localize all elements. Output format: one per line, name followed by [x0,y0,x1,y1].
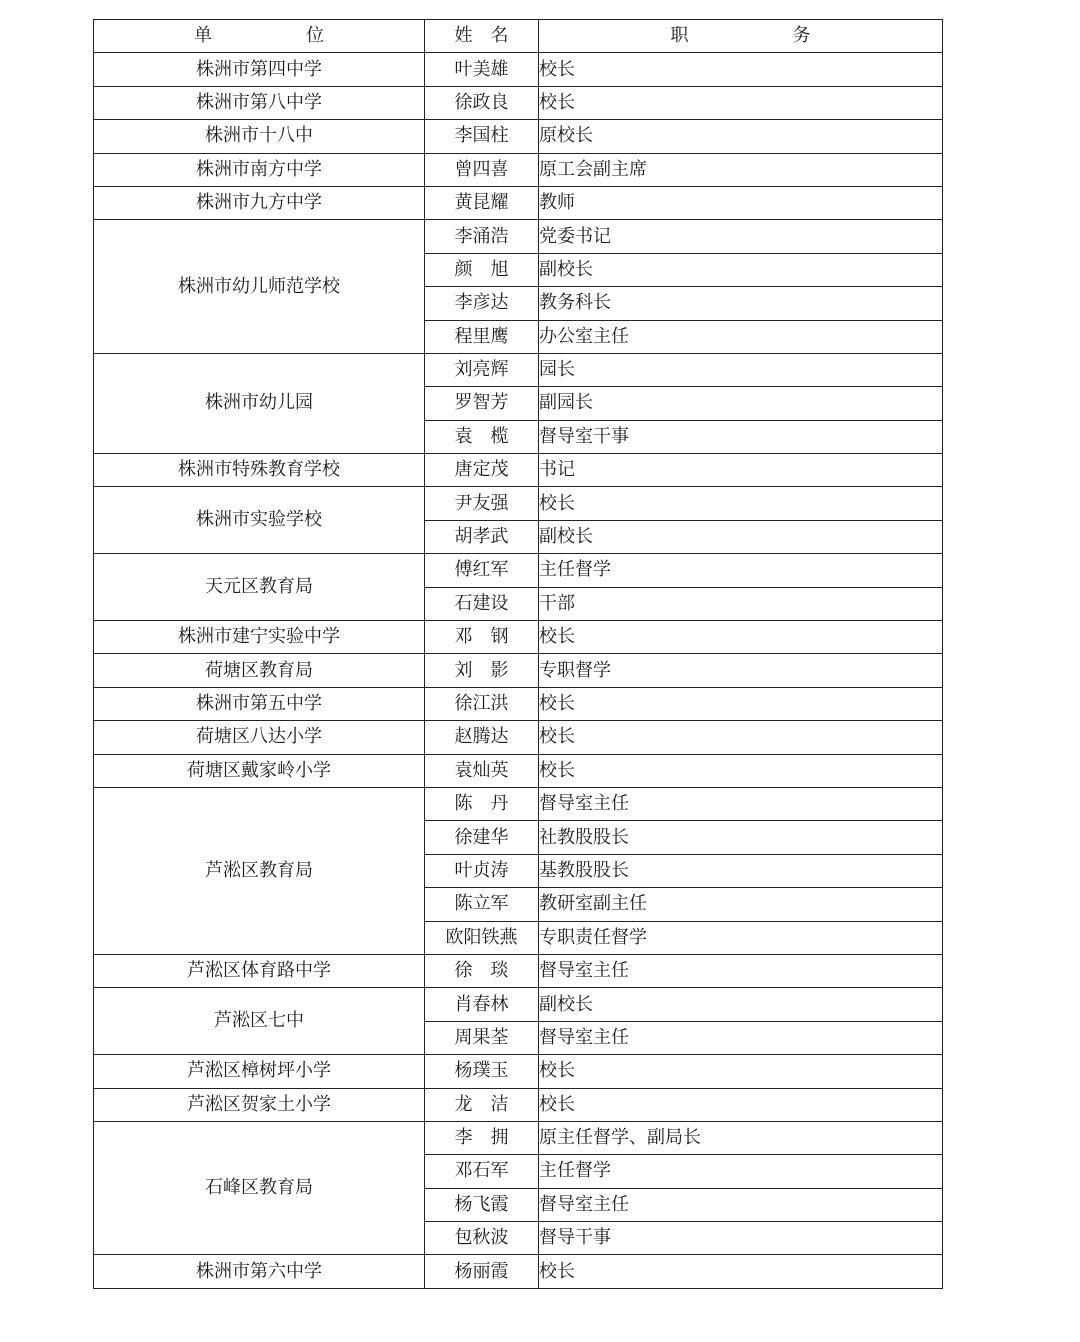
position-cell: 书记 [539,454,943,487]
position-cell: 校长 [539,1088,943,1121]
position-cell: 督导室主任 [539,954,943,987]
position-cell: 原工会副主席 [539,153,943,186]
position-cell: 副校长 [539,253,943,286]
name-cell: 徐建华 [425,821,539,854]
table-row [94,120,943,153]
unit-cell: 芦淞区体育路中学 [94,954,425,987]
position-cell: 基教股股长 [539,854,943,887]
position-cell: 校长 [539,1255,943,1288]
table-row [94,353,943,386]
unit-cell: 株洲市特殊教育学校 [94,454,425,487]
table-row [94,454,943,487]
position-cell: 原主任督学、副局长 [539,1121,943,1154]
unit-cell: 株洲市第六中学 [94,1255,425,1288]
position-cell: 校长 [539,86,943,119]
header-unit [94,20,425,53]
name-cell: 李国柱 [425,120,539,153]
unit-cell: 株洲市幼儿师范学校 [94,220,425,354]
unit-cell: 株洲市十八中 [94,120,425,153]
table-row [94,1121,943,1154]
position-cell: 专职责任督学 [539,921,943,954]
table-row [94,86,943,119]
table-row [94,487,943,520]
header-position-label: 职务 [670,25,811,47]
name-cell: 杨璞玉 [425,1055,539,1088]
position-cell: 督导室干事 [539,420,943,453]
header-name-label: 姓名 [454,25,509,47]
position-cell: 督导室主任 [539,1188,943,1221]
name-cell: 肖春林 [425,988,539,1021]
header-row [94,20,943,53]
table-row [94,1055,943,1088]
position-cell: 副校长 [539,520,943,553]
position-cell: 主任督学 [539,554,943,587]
position-cell: 校长 [539,687,943,720]
table-row [94,954,943,987]
position-cell: 干部 [539,587,943,620]
position-cell: 校长 [539,53,943,86]
table-row [94,554,943,587]
position-cell: 党委书记 [539,220,943,253]
name-cell: 赵腾达 [425,721,539,754]
position-cell: 校长 [539,487,943,520]
unit-cell: 株洲市幼儿园 [94,353,425,453]
name-cell: 陈立军 [425,888,539,921]
name-cell: 欧阳铁燕 [425,921,539,954]
unit-cell: 荷塘区教育局 [94,654,425,687]
name-cell: 徐江洪 [425,687,539,720]
roster-table-body [94,20,943,1289]
position-cell: 副园长 [539,387,943,420]
unit-cell: 株洲市建宁实验中学 [94,621,425,654]
name-cell: 石建设 [425,587,539,620]
name-cell: 刘亮辉 [425,353,539,386]
table-row [94,988,943,1021]
unit-cell: 株洲市实验学校 [94,487,425,554]
table-row [94,654,943,687]
header-name [425,20,539,53]
name-cell: 胡孝武 [425,520,539,553]
unit-cell: 芦淞区樟树坪小学 [94,1055,425,1088]
name-cell: 陈 丹 [425,787,539,820]
name-cell: 包秋波 [425,1222,539,1255]
position-cell: 校长 [539,621,943,654]
name-cell: 李 拥 [425,1121,539,1154]
position-cell: 专职督学 [539,654,943,687]
position-cell: 原校长 [539,120,943,153]
name-cell: 邓石军 [425,1155,539,1188]
unit-cell: 天元区教育局 [94,554,425,621]
position-cell: 办公室主任 [539,320,943,353]
table-row [94,1255,943,1288]
unit-cell: 株洲市第四中学 [94,53,425,86]
name-cell: 叶贞涛 [425,854,539,887]
name-cell: 龙 洁 [425,1088,539,1121]
position-cell: 督导干事 [539,1222,943,1255]
table-row [94,186,943,219]
name-cell: 李彦达 [425,287,539,320]
name-cell: 傅红军 [425,554,539,587]
unit-cell: 芦淞区教育局 [94,787,425,954]
position-cell: 教务科长 [539,287,943,320]
name-cell: 李涌浩 [425,220,539,253]
name-cell: 杨飞霞 [425,1188,539,1221]
name-cell: 尹友强 [425,487,539,520]
name-cell: 刘 影 [425,654,539,687]
name-cell: 袁灿英 [425,754,539,787]
name-cell: 邓 钢 [425,621,539,654]
table-row [94,787,943,820]
roster-table [93,19,943,1289]
table-row [94,754,943,787]
header-unit-label: 单位 [194,25,324,47]
table-row [94,53,943,86]
unit-cell: 荷塘区八达小学 [94,721,425,754]
name-cell: 徐 琰 [425,954,539,987]
name-cell: 袁 榄 [425,420,539,453]
position-cell: 主任督学 [539,1155,943,1188]
name-cell: 唐定茂 [425,454,539,487]
unit-cell: 株洲市九方中学 [94,186,425,219]
name-cell: 周果荃 [425,1021,539,1054]
table-row [94,1088,943,1121]
name-cell: 徐政良 [425,86,539,119]
table-row [94,687,943,720]
header-position [539,20,943,53]
position-cell: 督导室主任 [539,1021,943,1054]
name-cell: 黄昆耀 [425,186,539,219]
position-cell: 校长 [539,754,943,787]
position-cell: 督导室主任 [539,787,943,820]
position-cell: 园长 [539,353,943,386]
table-row [94,721,943,754]
unit-cell: 荷塘区戴家岭小学 [94,754,425,787]
name-cell: 曾四喜 [425,153,539,186]
table-row [94,153,943,186]
table-row [94,220,943,253]
position-cell: 教研室副主任 [539,888,943,921]
name-cell: 程里鹰 [425,320,539,353]
name-cell: 罗智芳 [425,387,539,420]
position-cell: 校长 [539,721,943,754]
name-cell: 叶美雄 [425,53,539,86]
position-cell: 校长 [539,1055,943,1088]
unit-cell: 株洲市南方中学 [94,153,425,186]
position-cell: 社教股股长 [539,821,943,854]
name-cell: 杨丽霞 [425,1255,539,1288]
name-cell: 颜 旭 [425,253,539,286]
unit-cell: 芦淞区七中 [94,988,425,1055]
position-cell: 副校长 [539,988,943,1021]
unit-cell: 株洲市第五中学 [94,687,425,720]
unit-cell: 芦淞区贺家土小学 [94,1088,425,1121]
position-cell: 教师 [539,186,943,219]
unit-cell: 株洲市第八中学 [94,86,425,119]
table-row [94,621,943,654]
unit-cell: 石峰区教育局 [94,1121,425,1255]
